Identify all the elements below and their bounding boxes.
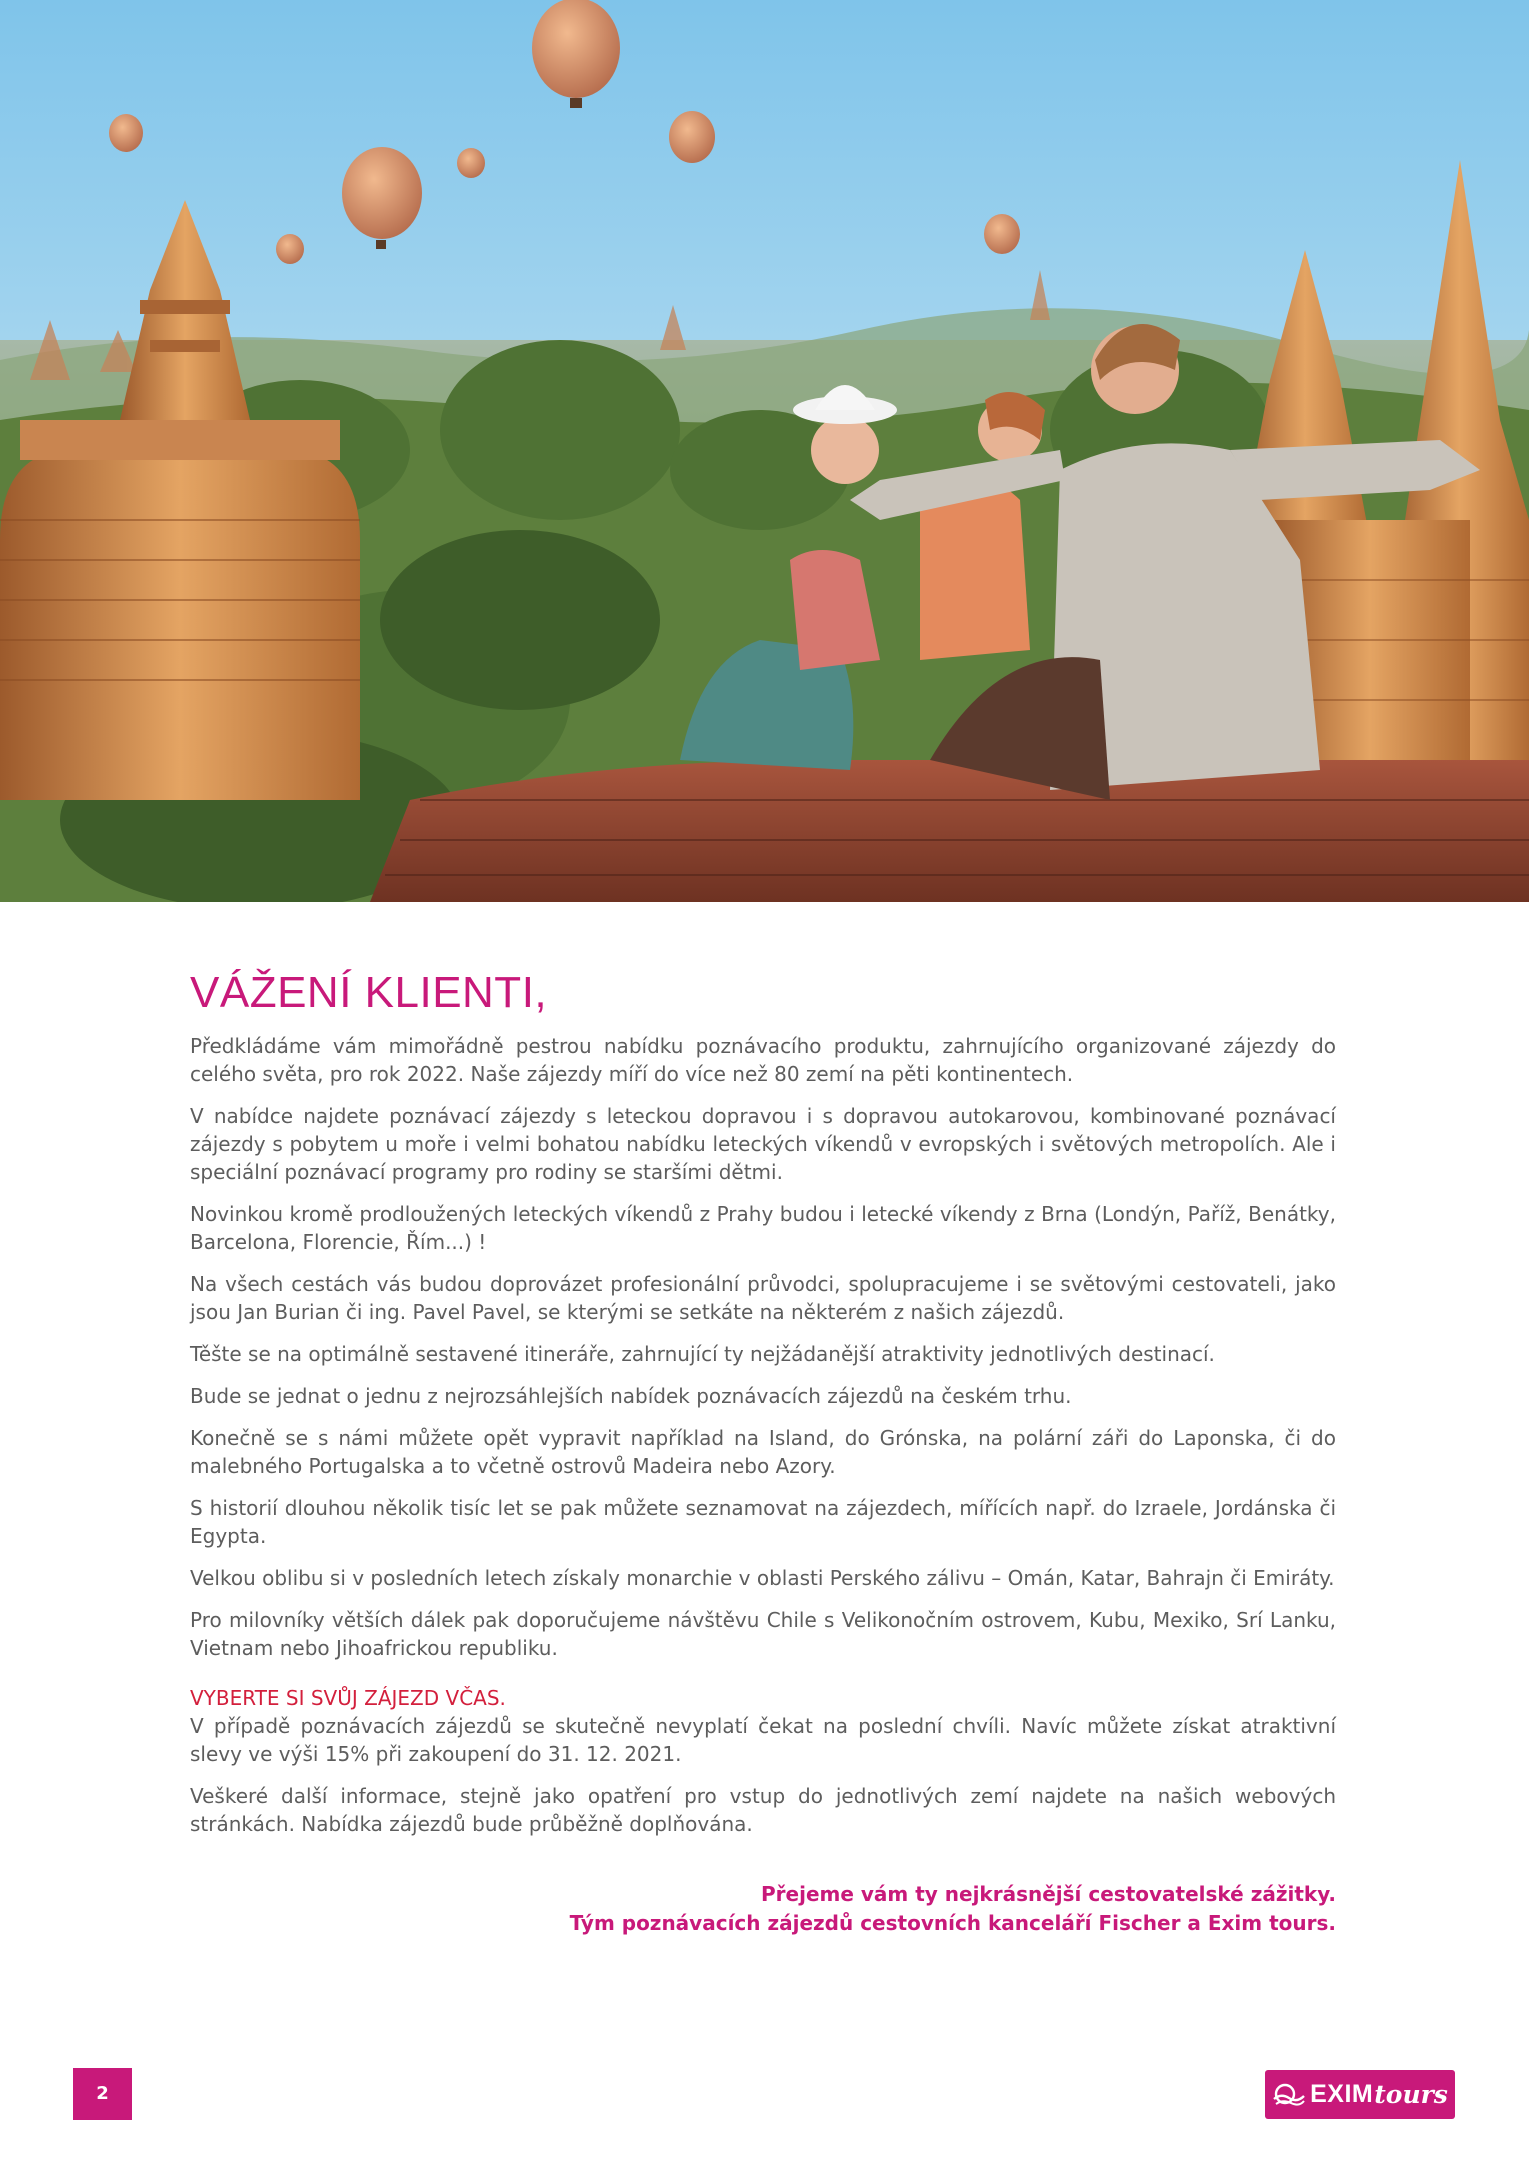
letter-paragraph: Pro milovníky větších dálek pak doporučujeme návštěvu Chile s Velikonočním ostrovem, Kubu, Mexiko, Srí Lanku, Vietnam nebo Jihoafrickou republiku. — [190, 1608, 1336, 1660]
hero-photo — [0, 0, 1529, 902]
letter-title: VÁŽENÍ KLIENTI, — [190, 968, 548, 1017]
exim-tours-logo — [1265, 2070, 1455, 2119]
closing-signature: Tým poznávacích zájezdů cestovních kanceláří Fischer a Exim tours. — [569, 1911, 1336, 1935]
letter-paragraph: Konečně se s námi můžete opět vypravit například na Island, do Grónska, na polární záři do Laponska, či do malebného Portugalska a to včetně ostrovů Madeira nebo Azory. — [190, 1426, 1336, 1478]
page-number: 2 — [73, 2068, 132, 2120]
booking-subheading: VYBERTE SI SVŮJ ZÁJEZD VČAS. — [190, 1686, 506, 1710]
exim-sun-wave-icon — [1272, 2081, 1306, 2109]
closing-line: Přejeme vám ty nejkrásnější cestovatelské zážitky. — [761, 1882, 1336, 1906]
letter-paragraph: Předkládáme vám mimořádně pestrou nabídku poznávacího produktu, zahrnujícího organizované zájezdy do celého světa, pro rok 2022. Naše zájezdy míří do více než 80 zemí na pěti kontinentech. — [190, 1034, 1336, 1086]
logo-word: EXIM — [1310, 2080, 1374, 2108]
letter-paragraph: V případě poznávacích zájezdů se skutečně nevyplatí čekat na poslední chvíli. Navíc můžete získat atraktivní slevy ve výši 15% při zakoupení do 31. 12. 2021. — [190, 1714, 1336, 1766]
letter-paragraph: Bude se jednat o jednu z nejrozsáhlejších nabídek poznávacích zájezdů na českém trhu. — [190, 1384, 1072, 1408]
letter-paragraph: Na všech cestách vás budou doprovázet profesionální průvodci, spolupracujeme i se světovými cestovateli, jako jsou Jan Burian či ing. Pavel Pavel, se kterými se setkáte na některém z našich zájezdů. — [190, 1272, 1336, 1324]
letter-paragraph: Veškeré další informace, stejně jako opatření pro vstup do jednotlivých zemí najdete na našich webových stránkách. Nabídka zájezdů bude průběžně doplňována. — [190, 1784, 1336, 1836]
letter-paragraph: Novinkou kromě prodloužených leteckých víkendů z Prahy budou i letecké víkendy z Brna (Londýn, Paříž, Benátky, Barcelona, Florencie, Řím...) ! — [190, 1202, 1336, 1254]
letter-paragraph: Velkou oblibu si v posledních letech získaly monarchie v oblasti Perského zálivu – Omán, Katar, Bahrajn či Emiráty. — [190, 1566, 1335, 1590]
letter-paragraph: Těšte se na optimálně sestavené itineráře, zahrnující ty nejžádanější atraktivity jednotlivých destinací. — [190, 1342, 1215, 1366]
letter-paragraph: S historií dlouhou několik tisíc let se pak můžete seznamovat na zájezdech, mířících např. do Izraele, Jordánska či Egypta. — [190, 1496, 1336, 1548]
letter-paragraph: V nabídce najdete poznávací zájezdy s leteckou dopravou i s dopravou autokarovou, kombinované poznávací zájezdy s pobytem u moře i velmi bohatou nabídku leteckých víkendů v evropských i světových metropolích. Ale i speciální poznávací programy pro rodiny se staršími dětmi. — [190, 1104, 1336, 1184]
letter — [190, 968, 1336, 1938]
logo-sub: tours — [1374, 2080, 1448, 2109]
letter-closing — [190, 1880, 1336, 1938]
